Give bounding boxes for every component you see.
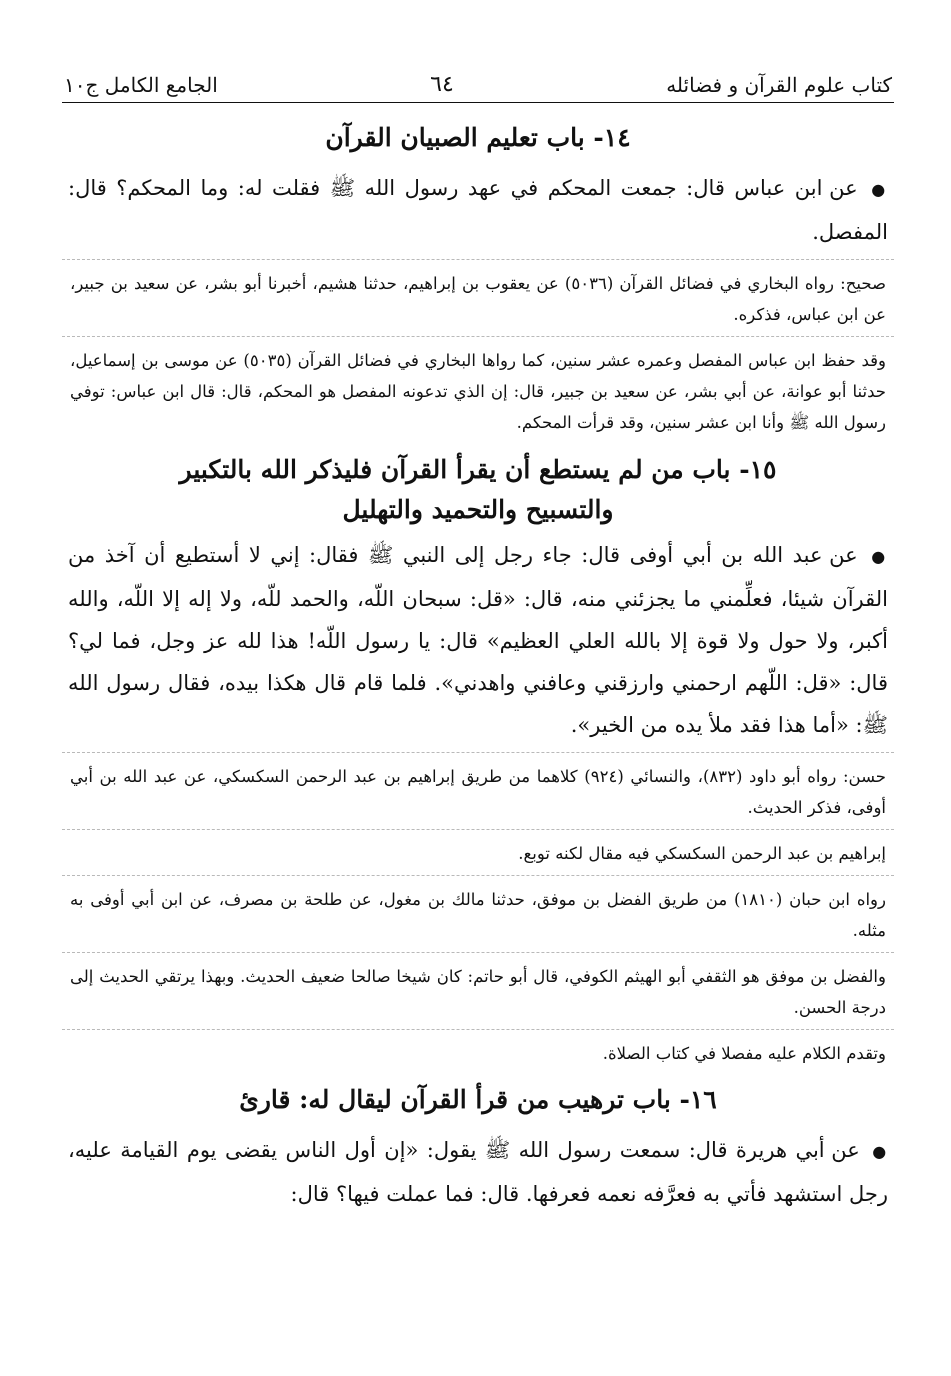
section-15-heading xyxy=(62,450,894,530)
divider xyxy=(62,829,894,830)
section-15-note-1: حسن: رواه أبو داود (٨٣٢)، والنسائي (٩٢٤) كلاهما من طريق إبراهيم بن عبد الرحمن السكسكي، عن عبد الله بن أبي أوفى، فذكر الحديث. xyxy=(70,767,887,817)
hadith-text: عن ابن عباس قال: جمعت المحكم في عهد رسول الله ﷺ فقلت له: وما المحكم؟ قال: المفصل. xyxy=(68,176,888,244)
section-15-note-4: والفضل بن موفق هو الثقفي أبو الهيثم الكوفي، قال أبو حاتم: كان شيخا صالحا ضعيف الحديث. وبهذا يرتقي الحديث إلى درجة الحسن. xyxy=(70,967,886,1017)
divider xyxy=(62,336,894,337)
section-16-heading: ١٦- باب ترهيب من قرأ القرآن ليقال له: قارئ xyxy=(239,1085,717,1114)
section-14-heading: ١٤- باب تعليم الصبيان القرآن xyxy=(325,123,631,152)
page-header xyxy=(62,58,894,103)
divider xyxy=(62,875,894,876)
section-16-hadith xyxy=(62,1129,894,1215)
hadith-text: عن أبي هريرة قال: سمعت رسول الله ﷺ يقول: «إن أول الناس يقضى يوم القيامة عليه، رجل استشهد فأتي به فعرَّفه نعمه فعرفها. قال: فما عملت فيها؟ قال: xyxy=(68,1138,888,1206)
section-15-note-5: وتقدم الكلام عليه مفصلا في كتاب الصلاة. xyxy=(602,1044,886,1063)
hadith-text: عن عبد الله بن أبي أوفى قال: جاء رجل إلى النبي ﷺ فقال: إني لا أستطيع أن آخذ من القرآن شيئا، فعلِّمني ما يجزئني منه، قال: «قل: سبحان اللّه، والحمد للّه، ولا إله إلا اللّه، والله أكبر، ولا حول ولا قوة إلا بالله العلي العظيم» قال: يا رسول اللّه! هذا لله عز وجل، فما لي؟ قال: «قل: اللّهم ارحمني وارزقني وعافني واهدني». فلما قام قال هكذا بيده، فقال رسول الله ﷺ: «أما هذا فقد ملأ يده من الخير». xyxy=(68,543,888,737)
page-number: ٦٤ xyxy=(430,72,454,97)
divider xyxy=(62,259,894,260)
section-14-note-1: صحيح: رواه البخاري في فضائل القرآن (٥٠٣٦) عن يعقوب بن إبراهيم، حدثنا هشيم، أخبرنا أبو بشر، عن سعيد بن جبير، عن ابن عباس، فذكره. xyxy=(70,274,886,324)
bullet-icon: ● xyxy=(871,547,888,566)
book-page xyxy=(62,58,894,1215)
section-15-hadith xyxy=(62,534,894,746)
collection-title: الجامع الكامل ج١٠ xyxy=(64,73,218,97)
divider xyxy=(62,1029,894,1030)
section-14-note-2: وقد حفظ ابن عباس المفصل وعمره عشر سنين، كما رواها البخاري في فضائل القرآن (٥٠٣٥) عن موسى بن إسماعيل، حدثنا أبو عوانة، عن أبي بشر، عن سعيد بن جبير، قال: إن الذي تدعونه المفصل هو المحكم، قال: قال ابن عباس: توفي رسول الله ﷺ وأنا ابن عشر سنين، وقد قرأت المحكم. xyxy=(70,351,886,432)
section-15-heading-line-1: ١٥- باب من لم يستطع أن يقرأ القرآن فليذكر الله بالتكبير xyxy=(179,455,777,484)
bullet-icon: ● xyxy=(871,180,888,199)
section-14-hadith xyxy=(62,167,894,253)
divider xyxy=(62,752,894,753)
section-15-note-3: رواه ابن حبان (١٨١٠) من طريق الفضل بن موفق، حدثنا مالك بن مغول، عن طلحة بن مصرف، عن ابن أبي أوفى به مثله. xyxy=(70,890,886,940)
section-15-note-2: إبراهيم بن عبد الرحمن السكسكي فيه مقال لكنه توبع. xyxy=(518,844,886,863)
section-15-heading-line-2: والتسبيح والتحميد والتهليل xyxy=(342,495,614,524)
bullet-icon: ● xyxy=(872,1142,888,1161)
divider xyxy=(62,952,894,953)
book-title: كتاب علوم القرآن و فضائله xyxy=(666,73,892,97)
